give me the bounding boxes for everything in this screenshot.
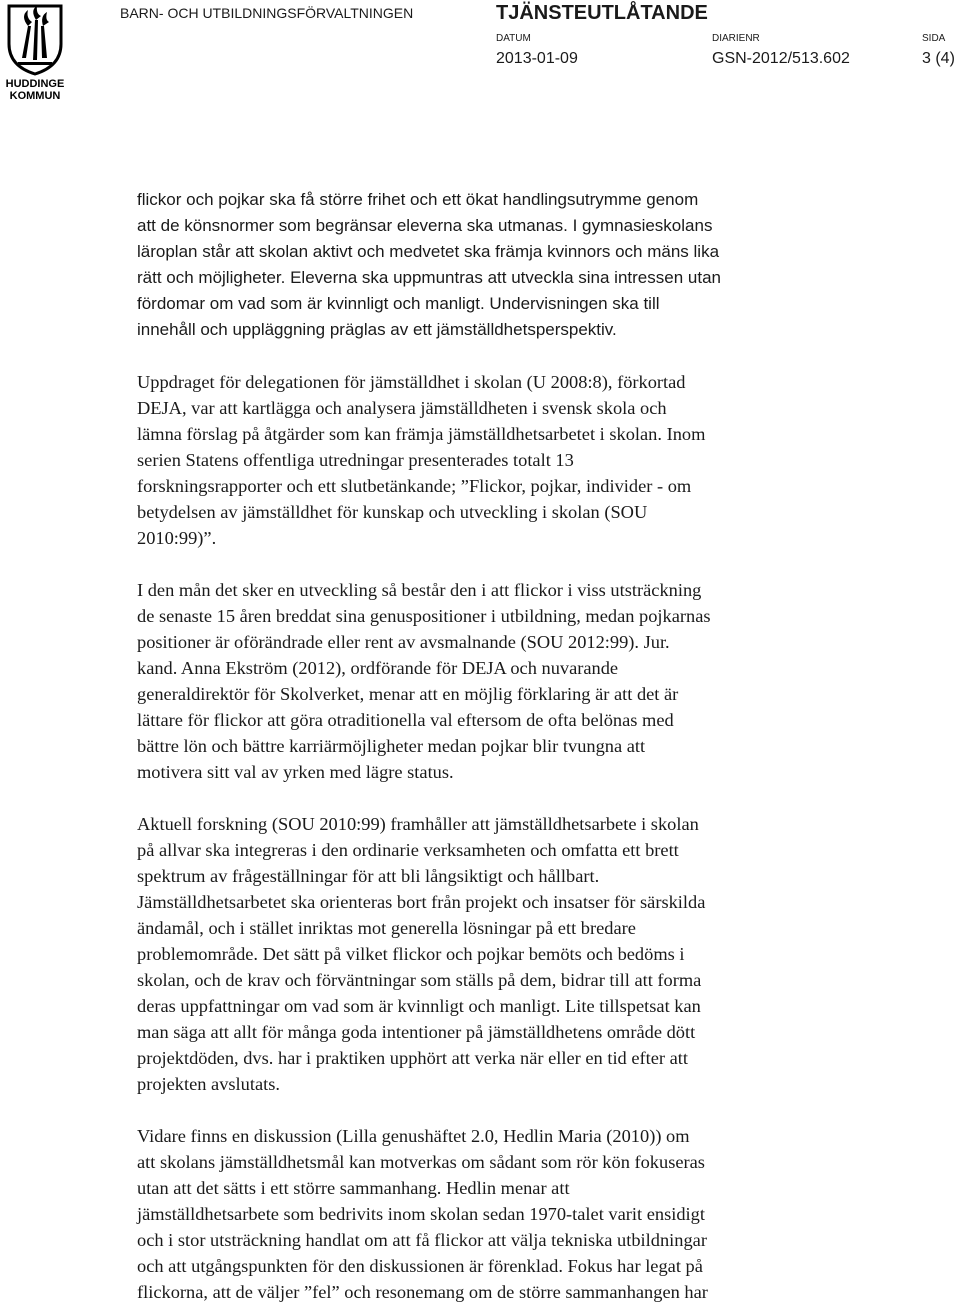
reference-value: GSN-2012/513.602: [712, 50, 850, 67]
paragraph: Vidare finns en diskussion (Lilla genushäftet 2.0, Hedlin Maria (2010)) om att skolans jämställdhetsmål kan motverkas om sådant som rör kön fokuseras utan att det sätts i ett större sammanhang. Hedlin menar att jämställdhetsarbete som bedrivits inom skolan sedan 1970-talet varit ensidigt och i stor utsträckning handlat om att få flickor att välja tekniska utbildningar och att utgångspunkten för den diskussionen är förenklad. Fokus har legat på flickorna, att de väljer ”fel” och resonemang om de större sammanhangen har: [137, 1126, 708, 1302]
coat-of-arms-icon: [6, 4, 64, 76]
paragraph: flickor och pojkar ska få större frihet och ett ökat handlingsutrymme genom att de könsnormer som begränsar eleverna ska utmanas. I gymnasieskolans läroplan står att skolan aktivt och medvetet ska främja kvinnors och mäns lika rätt och möjligheter. Eleverna ska uppmuntras att utveckla sina intressen utan fördomar om vad som är kvinnligt och manligt. Undervisningen ska till innehåll och uppläggning präglas av ett jämställdhetsperspektiv.: [137, 190, 721, 339]
paragraph: Aktuell forskning (SOU 2010:99) framhåller att jämställdhetsarbete i skolan på allvar ska integreras i den ordinarie verksamheten och omfatta ett brett spektrum av frågeställningar för att bli långsiktigt och hållbart. Jämställdhetsarbetet ska orienteras bort från projekt och insatser för särskilda ändamål, och i stället inriktas mot generella lösningar på ett bredare problemområde. Det sätt på vilket flickor och pojkar bemöts och bedöms i skolan, och de krav och förväntningar som ställs på dem, bidrar till att forma deras uppfattningar om vad som är kvinnligt och manligt. Lite tillspetsat kan man säga att allt för många goda intentioner på jämställdhetens område dött projektdöden, dvs. har i praktiken upphört att verka när eller en tid efter att projekten avslutats.: [137, 814, 706, 1094]
paragraph: I den mån det sker en utveckling så består den i att flickor i viss utsträckning de senaste 15 åren breddat sina genuspositioner i utbildning, medan pojkarnas positioner är oförändrade eller rent av avsmalnande (SOU 2012:99). Jur. kand. Anna Ekström (2012), ordförande för DEJA och nuvarande generaldirektör för Skolverket, menar att en möjlig förklaring är att det är lättare för flickor att göra otraditionella val eftersom de ofta belönas med bättre lön och bättre karriärmöjligheter medan pojkar blir tvungna att motivera sitt val av yrken med lägre status.: [137, 580, 711, 782]
logo-wordmark: HUDDINGE KOMMUN: [5, 78, 65, 102]
document-body: [137, 187, 837, 1305]
date-label: DATUM: [496, 33, 531, 44]
document-header: [0, 0, 960, 110]
municipality-logo: [0, 0, 70, 108]
reference-label: DIARIENR: [712, 33, 760, 44]
paragraph: Uppdraget för delegationen för jämställdhet i skolan (U 2008:8), förkortad DEJA, var att kartlägga och analysera jämställdheten i svensk skola och lämna förslag på åtgärder som kan främja jämställdhetsarbetet i skolan. Inom serien Statens offentliga utredningar presenterades totalt 13 forskningsrapporter och ett slutbetänkande; ”Flickor, pojkar, individer - om betydelsen av jämställdhet för kunskap och utveckling i skolan (SOU 2010:99)”.: [137, 372, 706, 548]
date-value: 2013-01-09: [496, 50, 578, 67]
page-label: SIDA: [922, 33, 946, 44]
organization-name: BARN- OCH UTBILDNINGSFÖRVALTNINGEN: [120, 5, 414, 21]
document-type: TJÄNSTEUTLÅTANDE: [496, 2, 708, 24]
page-number: 3 (4): [922, 50, 955, 67]
